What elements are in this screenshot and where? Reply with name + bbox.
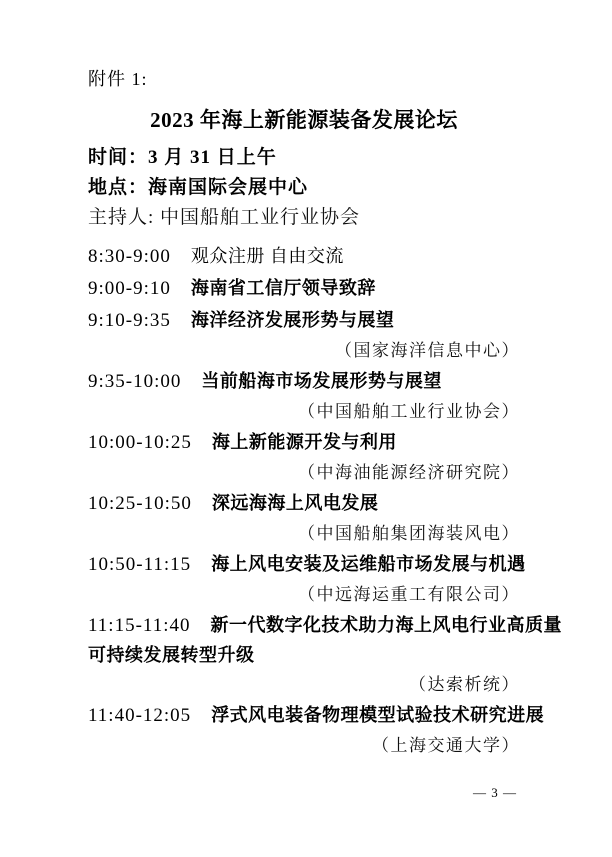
schedule-row [88, 611, 562, 641]
schedule-item [88, 611, 562, 699]
schedule-row [88, 701, 545, 731]
schedule-item [88, 306, 520, 365]
schedule-item [88, 274, 520, 304]
schedule-organization: （达索析统） [409, 675, 520, 694]
schedule-item [88, 367, 520, 426]
schedule-title: 新一代数字化技术助力海上风电行业高质量 [210, 615, 562, 635]
schedule-title: 海洋经济发展形势与展望 [190, 310, 395, 330]
schedule-time: 10:00-10:25 [88, 432, 192, 453]
schedule-time: 10:25-10:50 [88, 493, 192, 514]
schedule-title-continuation: 可持续发展转型升级 [88, 645, 255, 665]
schedule-row [88, 242, 520, 272]
meta-host: 主持人: 中国船舶工业行业协会 [88, 207, 361, 228]
schedule-organization: （中海油能源经济研究院） [298, 463, 520, 482]
schedule-organization: （中远海运重工有限公司） [298, 585, 520, 604]
meta-time: 时间：3 月 31 日上午 [88, 147, 277, 168]
schedule-item [88, 701, 545, 760]
schedule-title: 观众注册 自由交流 [190, 246, 344, 266]
page-title: 2023 年海上新能源装备发展论坛 [150, 108, 458, 132]
schedule-organization: （中国船舶工业行业协会） [298, 402, 520, 421]
schedule-time: 9:00-9:10 [88, 278, 171, 299]
schedule-organization: （国家海洋信息中心） [335, 341, 520, 360]
schedule-time: 11:40-12:05 [88, 705, 192, 726]
page-number: — 3 — [473, 785, 517, 800]
schedule-organization: （上海交通大学） [372, 736, 520, 755]
schedule-list [88, 242, 562, 760]
meta-location: 地点：海南国际会展中心 [88, 177, 309, 198]
attachment-label: 附件 1: [88, 69, 148, 89]
schedule-row [88, 428, 520, 458]
schedule-row [88, 306, 520, 336]
schedule-organization: （中国船舶集团海装风电） [298, 524, 520, 543]
schedule-time: 9:35-10:00 [88, 371, 182, 392]
schedule-title: 当前船海市场发展形势与展望 [201, 371, 442, 391]
schedule-time: 9:10-9:35 [88, 310, 171, 331]
schedule-row [88, 367, 520, 397]
schedule-item [88, 489, 520, 548]
schedule-time: 10:50-11:15 [88, 554, 192, 575]
schedule-item [88, 550, 526, 609]
schedule-title: 浮式风电装备物理模型试验技术研究进展 [211, 705, 545, 725]
schedule-row [88, 550, 526, 580]
schedule-time: 8:30-9:00 [88, 246, 171, 267]
schedule-row [88, 274, 520, 304]
schedule-title: 海南省工信厅领导致辞 [190, 278, 376, 298]
schedule-title: 深远海海上风电发展 [211, 493, 379, 513]
schedule-title: 海上风电安装及运维船市场发展与机遇 [211, 554, 526, 574]
schedule-time: 11:15-11:40 [88, 615, 191, 636]
schedule-title: 海上新能源开发与利用 [211, 432, 397, 452]
schedule-row [88, 489, 520, 519]
schedule-item [88, 242, 520, 272]
schedule-item [88, 428, 520, 487]
